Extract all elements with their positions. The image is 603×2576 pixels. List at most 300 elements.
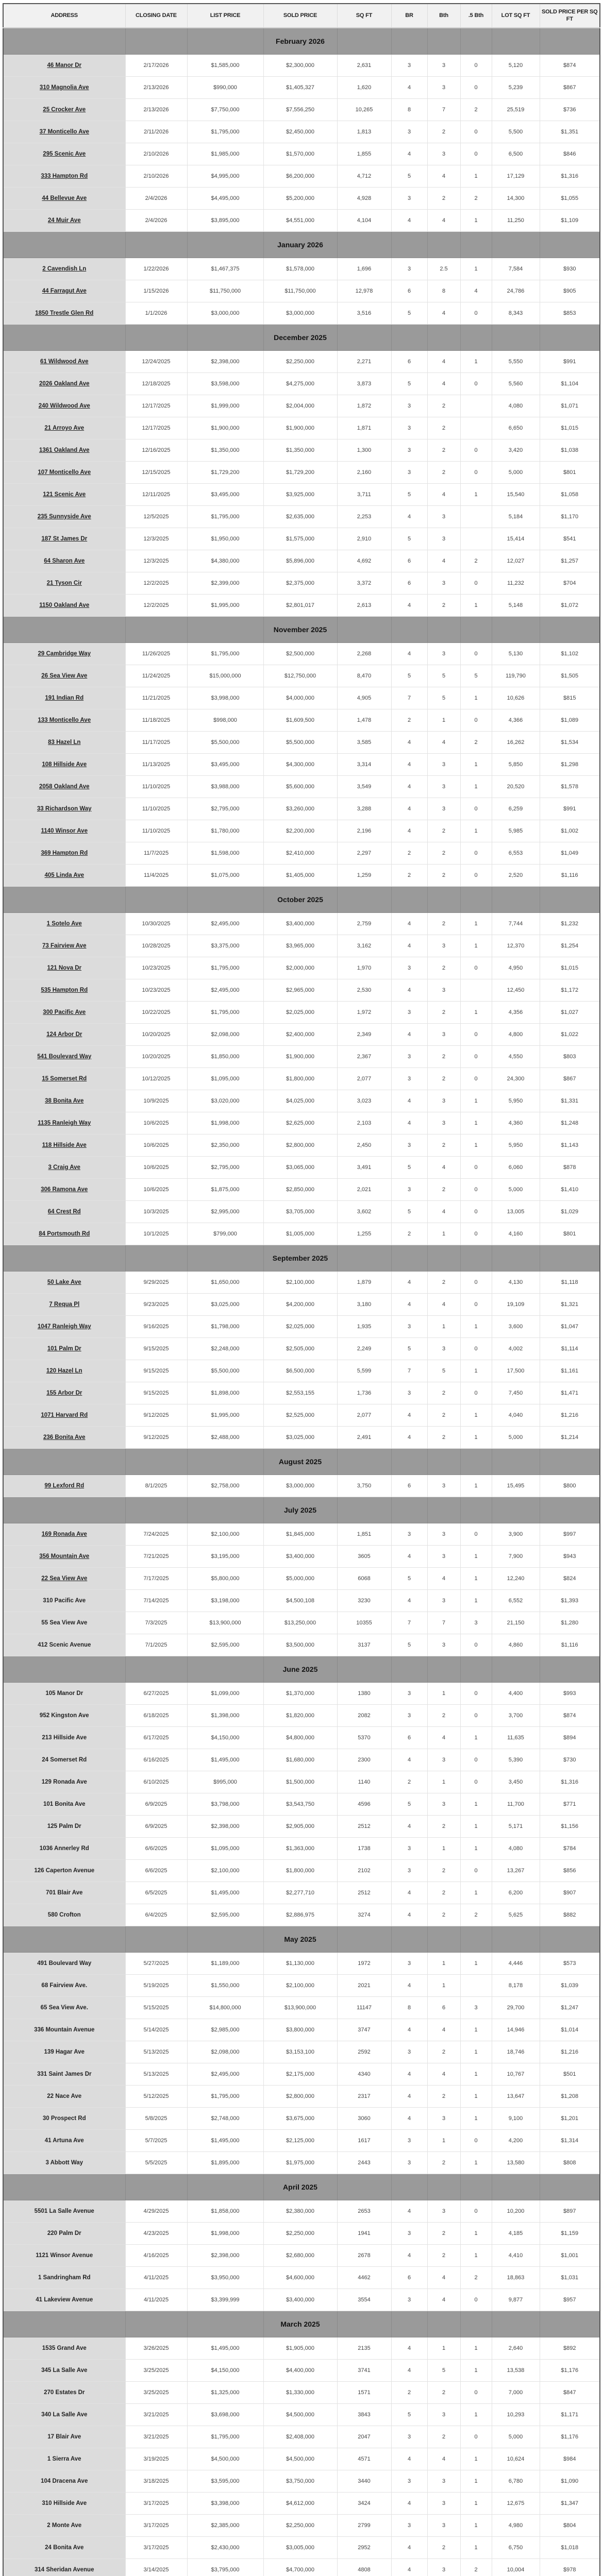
address-link[interactable]: 1140 Winsor Ave [41, 828, 88, 834]
address-link[interactable]: 1150 Oakland Ave [39, 602, 90, 608]
address-cell[interactable] [3, 373, 125, 395]
address-cell[interactable] [3, 1546, 125, 1568]
table-row [3, 280, 600, 302]
address-cell[interactable] [3, 1024, 125, 1046]
closing-date-cell: 10/9/2025 [125, 1090, 187, 1112]
sold-price-cell: $2,277,710 [263, 1882, 337, 1904]
address-cell [3, 1634, 125, 1656]
sold-price-cell: $1,820,000 [263, 1705, 337, 1727]
table-row [3, 1112, 600, 1134]
sold-price-cell: $1,905,000 [263, 2337, 337, 2360]
address-cell[interactable] [3, 550, 125, 572]
price-per-sq-ft-cell: $1,118 [540, 1272, 600, 1294]
half-baths-cell: 1 [460, 1134, 492, 1157]
price-per-sq-ft-cell: $1,201 [540, 2108, 600, 2130]
address-link[interactable]: 306 Ramona Ave [41, 1187, 88, 1193]
address-link[interactable]: 2058 Oakland Ave [39, 784, 90, 790]
half-baths-cell: 1 [460, 820, 492, 842]
price-per-sq-ft-cell: $1,316 [540, 1771, 600, 1793]
sq-ft-cell: 2,297 [337, 842, 391, 865]
sq-ft-cell: 1,259 [337, 865, 391, 887]
closing-date-cell: 6/10/2025 [125, 1771, 187, 1793]
table-row [3, 935, 600, 957]
sq-ft-cell: 2512 [337, 1882, 391, 1904]
month-label: November 2025 [263, 617, 337, 643]
bedrooms-cell: 3 [391, 1382, 427, 1404]
table-row [3, 121, 600, 143]
address-link[interactable]: 26 Sea View Ave [41, 673, 88, 679]
address-cell[interactable] [3, 1404, 125, 1427]
half-baths-cell: 0 [460, 957, 492, 979]
half-baths-cell [460, 1975, 492, 1997]
address-link[interactable]: 310 Magnolia Ave [39, 84, 89, 91]
address-cell[interactable] [3, 732, 125, 754]
address-cell[interactable] [3, 709, 125, 732]
half-baths-cell: 0 [460, 865, 492, 887]
table-row [3, 2223, 600, 2245]
month-row-cell [460, 2311, 492, 2337]
address-link[interactable]: 1850 Trestle Glen Rd [35, 310, 94, 316]
table-row [3, 55, 600, 77]
address-link[interactable]: 1135 Ranleigh Way [38, 1120, 91, 1126]
half-baths-cell: 0 [460, 1382, 492, 1404]
address-cell[interactable] [3, 99, 125, 121]
half-baths-cell: 2 [460, 2267, 492, 2289]
address-cell[interactable] [3, 1272, 125, 1294]
half-baths-cell: 0 [460, 1338, 492, 1360]
address-link[interactable]: 240 Wildwood Ave [38, 403, 90, 409]
address-link[interactable]: 61 Wildwood Ave [40, 359, 89, 365]
sold-price-cell: $7,556,250 [263, 99, 337, 121]
address-link[interactable]: 101 Palm Dr [47, 1346, 81, 1352]
address-link[interactable]: 356 Mountain Ave [39, 1553, 90, 1560]
half-baths-cell: 0 [460, 55, 492, 77]
sq-ft-cell: 1,620 [337, 77, 391, 99]
sq-ft-cell: 2,759 [337, 913, 391, 935]
list-price-cell: $1,795,000 [187, 506, 263, 528]
address-link[interactable]: 121 Nova Dr [47, 965, 81, 971]
address-cell[interactable] [3, 1523, 125, 1546]
sq-ft-cell: 3440 [337, 2470, 391, 2493]
bathrooms-cell: 2 [427, 1427, 460, 1449]
address-cell[interactable] [3, 439, 125, 462]
bathrooms-cell: 2 [427, 1860, 460, 1882]
closing-date-cell: 10/28/2025 [125, 935, 187, 957]
address-cell[interactable] [3, 1090, 125, 1112]
address-cell[interactable] [3, 1223, 125, 1245]
bedrooms-cell: 3 [391, 1179, 427, 1201]
address-link[interactable]: 22 Sea View Ave [41, 1575, 88, 1582]
bedrooms-cell: 8 [391, 1997, 427, 2019]
half-baths-cell: 1 [460, 2448, 492, 2470]
closing-date-cell: 10/3/2025 [125, 1201, 187, 1223]
address-cell[interactable] [3, 188, 125, 210]
table-row [3, 1816, 600, 1838]
address-link[interactable]: 124 Arbor Dr [46, 1031, 82, 1038]
bedrooms-cell: 2 [391, 865, 427, 887]
list-price-cell: $1,895,000 [187, 2152, 263, 2174]
list-price-cell: $3,000,000 [187, 302, 263, 325]
address-cell[interactable] [3, 957, 125, 979]
address-cell[interactable] [3, 754, 125, 776]
lot-sq-ft-cell: 4,410 [492, 2245, 540, 2267]
address-cell[interactable] [3, 1068, 125, 1090]
bedrooms-cell: 4 [391, 210, 427, 232]
bedrooms-cell: 2 [391, 709, 427, 732]
lot-sq-ft-cell: 12,240 [492, 1568, 540, 1590]
address-cell[interactable] [3, 1046, 125, 1068]
price-per-sq-ft-cell: $1,176 [540, 2360, 600, 2382]
address-cell[interactable] [3, 351, 125, 373]
address-text: 1121 Winsor Avenue [36, 2252, 93, 2259]
closing-date-cell: 10/23/2025 [125, 979, 187, 1002]
sold-price-cell: $4,500,108 [263, 1590, 337, 1612]
address-link[interactable]: 295 Scenic Ave [43, 151, 86, 157]
address-cell[interactable] [3, 210, 125, 232]
address-cell[interactable] [3, 865, 125, 887]
address-cell[interactable] [3, 506, 125, 528]
bedrooms-cell: 3 [391, 395, 427, 417]
table-row [3, 373, 600, 395]
address-cell[interactable] [3, 842, 125, 865]
bedrooms-cell: 3 [391, 2152, 427, 2174]
address-cell[interactable] [3, 1134, 125, 1157]
lot-sq-ft-cell: 21,150 [492, 1612, 540, 1634]
bedrooms-cell: 6 [391, 351, 427, 373]
closing-date-cell: 12/24/2025 [125, 351, 187, 373]
price-per-sq-ft-cell: $894 [540, 1727, 600, 1749]
address-link[interactable]: 21 Arroyo Ave [44, 425, 85, 431]
sold-price-cell: $2,525,000 [263, 1404, 337, 1427]
sq-ft-cell: 3,180 [337, 1294, 391, 1316]
address-link[interactable]: 44 Farragut Ave [42, 288, 87, 294]
address-link[interactable]: 155 Arbor Dr [46, 1390, 82, 1396]
address-link[interactable]: 405 Linda Ave [44, 872, 84, 878]
lot-sq-ft-cell: 11,635 [492, 1727, 540, 1749]
list-price-cell: $4,380,000 [187, 550, 263, 572]
sq-ft-cell: 1,696 [337, 258, 391, 280]
address-text: 139 Hagar Ave [44, 2049, 85, 2055]
lot-sq-ft-cell: 5,000 [492, 2426, 540, 2448]
address-cell[interactable] [3, 1002, 125, 1024]
list-price-cell: $1,398,000 [187, 1705, 263, 1727]
month-row-cell [3, 1497, 125, 1523]
table-row [3, 2063, 600, 2086]
half-baths-cell: 1 [460, 1404, 492, 1427]
address-cell[interactable] [3, 1201, 125, 1223]
address-link[interactable]: 333 Hampton Rd [41, 173, 88, 179]
price-per-sq-ft-cell: $1,254 [540, 935, 600, 957]
sq-ft-cell: 3,549 [337, 776, 391, 798]
address-cell[interactable] [3, 1338, 125, 1360]
address-link[interactable]: 44 Bellevue Ave [42, 195, 87, 201]
table-row [3, 1683, 600, 1705]
list-price-cell: $1,095,000 [187, 1068, 263, 1090]
bedrooms-cell: 4 [391, 2019, 427, 2041]
month-row-cell [337, 28, 391, 55]
sq-ft-cell: 10,265 [337, 99, 391, 121]
address-cell[interactable] [3, 643, 125, 665]
address-link[interactable]: 7 Requa Pl [49, 1301, 80, 1308]
address-link[interactable]: 38 Bonita Ave [45, 1098, 84, 1104]
month-row-cell [3, 2311, 125, 2337]
month-row-cell [187, 28, 263, 55]
month-row-cell [337, 232, 391, 258]
month-row-cell [391, 617, 427, 643]
address-cell[interactable] [3, 462, 125, 484]
sq-ft-cell: 2,631 [337, 55, 391, 77]
price-per-sq-ft-cell: $1,089 [540, 709, 600, 732]
address-link[interactable]: 187 St James Dr [41, 536, 88, 542]
address-link[interactable]: 1361 Oakland Ave [39, 447, 90, 453]
address-cell[interactable] [3, 595, 125, 617]
address-cell[interactable] [3, 1475, 125, 1497]
bedrooms-cell: 3 [391, 1068, 427, 1090]
bedrooms-cell: 4 [391, 935, 427, 957]
list-price-cell: $2,795,000 [187, 1157, 263, 1179]
price-per-sq-ft-cell: $804 [540, 2515, 600, 2537]
address-cell[interactable] [3, 1112, 125, 1134]
bathrooms-cell: 3 [427, 55, 460, 77]
address-link[interactable]: 2026 Oakland Ave [39, 381, 90, 387]
sq-ft-cell: 2,450 [337, 1134, 391, 1157]
address-cell[interactable] [3, 935, 125, 957]
table-row [3, 1024, 600, 1046]
month-row-cell [492, 325, 540, 351]
price-per-sq-ft-cell: $573 [540, 1953, 600, 1975]
address-link[interactable]: 108 Hillside Ave [42, 761, 87, 768]
closing-date-cell: 11/17/2025 [125, 732, 187, 754]
bathrooms-cell: 2 [427, 1904, 460, 1926]
bedrooms-cell: 3 [391, 1705, 427, 1727]
lot-sq-ft-cell: 13,538 [492, 2360, 540, 2382]
half-baths-cell: 1 [460, 595, 492, 617]
closing-date-cell: 2/17/2026 [125, 55, 187, 77]
month-row-cell [427, 325, 460, 351]
sq-ft-cell: 3,516 [337, 302, 391, 325]
address-link[interactable]: 15 Somerset Rd [42, 1076, 87, 1082]
col-header-bth: Bth [427, 4, 460, 28]
list-price-cell: $990,000 [187, 77, 263, 99]
address-cell[interactable] [3, 395, 125, 417]
closing-date-cell: 11/18/2025 [125, 709, 187, 732]
table-row [3, 439, 600, 462]
month-row-cell [492, 1926, 540, 1953]
address-cell[interactable] [3, 528, 125, 550]
address-link[interactable]: 73 Fairview Ave [42, 943, 87, 949]
month-row-cell [460, 2174, 492, 2200]
table-row [3, 550, 600, 572]
lot-sq-ft-cell: 4,800 [492, 1024, 540, 1046]
closing-date-cell: 3/26/2025 [125, 2337, 187, 2360]
address-link[interactable]: 169 Ronada Ave [41, 1531, 87, 1537]
address-link[interactable]: 3 Craig Ave [48, 1164, 80, 1171]
price-per-sq-ft-cell: $1,109 [540, 210, 600, 232]
address-link[interactable]: 120 Hazel Ln [46, 1368, 82, 1374]
list-price-cell: $1,795,000 [187, 121, 263, 143]
closing-date-cell: 3/19/2025 [125, 2448, 187, 2470]
bathrooms-cell: 3 [427, 1749, 460, 1771]
address-cell[interactable] [3, 1568, 125, 1590]
address-cell[interactable] [3, 121, 125, 143]
address-link[interactable]: 29 Cambridge Way [38, 651, 91, 657]
address-cell[interactable] [3, 798, 125, 820]
price-per-sq-ft-cell: $1,027 [540, 1002, 600, 1024]
address-text: 952 Kingston Ave [39, 1713, 89, 1719]
address-cell[interactable] [3, 258, 125, 280]
month-label: June 2025 [263, 1656, 337, 1683]
bedrooms-cell: 3 [391, 258, 427, 280]
address-text: 5501 La Salle Avenue [34, 2208, 94, 2214]
closing-date-cell: 12/3/2025 [125, 550, 187, 572]
address-link[interactable]: 236 Bonita Ave [43, 1434, 86, 1440]
sq-ft-cell: 4,712 [337, 165, 391, 188]
sold-price-cell: $1,680,000 [263, 1749, 337, 1771]
sold-price-cell: $3,025,000 [263, 1427, 337, 1449]
address-cell[interactable] [3, 55, 125, 77]
address-link[interactable]: 541 Boulevard Way [37, 1054, 92, 1060]
half-baths-cell: 0 [460, 439, 492, 462]
address-cell[interactable] [3, 417, 125, 439]
address-link[interactable]: 25 Crocker Ave [43, 107, 86, 113]
price-per-sq-ft-cell: $1,316 [540, 165, 600, 188]
lot-sq-ft-cell: 5,950 [492, 1090, 540, 1112]
address-cell[interactable] [3, 1360, 125, 1382]
address-cell [3, 1953, 125, 1975]
address-cell[interactable] [3, 77, 125, 99]
closing-date-cell: 9/15/2025 [125, 1360, 187, 1382]
bedrooms-cell: 4 [391, 820, 427, 842]
table-row [3, 2515, 600, 2537]
address-link[interactable]: 33 Richardson Way [37, 806, 92, 812]
address-link[interactable]: 46 Manor Dr [47, 62, 81, 69]
address-cell [3, 1612, 125, 1634]
address-link[interactable]: 107 Monticello Ave [38, 469, 91, 476]
month-row-cell [460, 325, 492, 351]
address-text: 345 La Salle Ave [41, 2367, 88, 2374]
half-baths-cell [460, 506, 492, 528]
sold-price-cell: $2,800,000 [263, 1134, 337, 1157]
month-row-cell [391, 1497, 427, 1523]
table-row [3, 1382, 600, 1404]
address-link[interactable]: 300 Pacific Ave [43, 1009, 86, 1015]
address-link[interactable]: 191 Indian Rd [45, 695, 84, 701]
address-cell[interactable] [3, 776, 125, 798]
table-row [3, 1705, 600, 1727]
price-per-sq-ft-cell: $1,116 [540, 1634, 600, 1656]
bedrooms-cell: 4 [391, 143, 427, 165]
address-link[interactable]: 84 Portsmouth Rd [39, 1231, 90, 1237]
half-baths-cell: 0 [460, 709, 492, 732]
sold-price-cell: $5,896,000 [263, 550, 337, 572]
bedrooms-cell: 3 [391, 1046, 427, 1068]
address-link[interactable]: 21 Tyson Cir [46, 580, 82, 586]
address-link[interactable]: 99 Lexford Rd [44, 1483, 85, 1489]
address-text: 126 Caperton Avenue [34, 1868, 95, 1874]
address-link[interactable]: 1047 Ranleigh Way [37, 1324, 91, 1330]
address-link[interactable]: 24 Muir Ave [47, 217, 81, 224]
closing-date-cell: 12/11/2025 [125, 484, 187, 506]
address-cell[interactable] [3, 1316, 125, 1338]
address-cell[interactable] [3, 687, 125, 709]
address-link[interactable]: 37 Monticello Ave [39, 129, 89, 135]
lot-sq-ft-cell: 25,519 [492, 99, 540, 121]
address-link[interactable]: 133 Monticello Ave [38, 717, 91, 723]
lot-sq-ft-cell: 7,900 [492, 1546, 540, 1568]
list-price-cell: $1,995,000 [187, 1404, 263, 1427]
address-cell[interactable] [3, 665, 125, 687]
address-cell[interactable] [3, 1427, 125, 1449]
address-link[interactable]: 83 Hazel Ln [48, 739, 81, 745]
bathrooms-cell: 2 [427, 395, 460, 417]
address-cell[interactable] [3, 572, 125, 595]
table-row [3, 1157, 600, 1179]
price-per-sq-ft-cell: $1,505 [540, 665, 600, 687]
half-baths-cell: 1 [460, 484, 492, 506]
address-cell[interactable] [3, 913, 125, 935]
half-baths-cell: 1 [460, 1838, 492, 1860]
month-row-cell [540, 232, 600, 258]
price-per-sq-ft-cell: $878 [540, 1157, 600, 1179]
price-per-sq-ft-cell: $1,280 [540, 1612, 600, 1634]
address-link[interactable]: 64 Crest Rd [47, 1209, 81, 1215]
address-cell[interactable] [3, 1179, 125, 1201]
lot-sq-ft-cell: 12,675 [492, 2493, 540, 2515]
address-text: 55 Sea View Ave [41, 1620, 88, 1626]
half-baths-cell: 0 [460, 1046, 492, 1068]
closing-date-cell: 6/18/2025 [125, 1705, 187, 1727]
address-cell [3, 2426, 125, 2448]
address-cell[interactable] [3, 165, 125, 188]
address-cell[interactable] [3, 820, 125, 842]
address-cell[interactable] [3, 280, 125, 302]
address-link[interactable]: 121 Scenic Ave [43, 492, 86, 498]
closing-date-cell: 11/24/2025 [125, 665, 187, 687]
sold-price-cell: $4,700,000 [263, 2559, 337, 2576]
address-cell[interactable] [3, 143, 125, 165]
bathrooms-cell: 1 [427, 1838, 460, 1860]
bathrooms-cell: 1 [427, 2337, 460, 2360]
sold-price-cell: $4,400,000 [263, 2360, 337, 2382]
address-text: 24 Bonita Ave [45, 2545, 84, 2551]
address-link[interactable]: 2 Cavendish Ln [42, 266, 87, 272]
address-link[interactable]: 1 Sotelo Ave [46, 921, 82, 927]
sq-ft-cell: 2,367 [337, 1046, 391, 1068]
address-link[interactable]: 369 Hampton Rd [41, 850, 88, 856]
address-link[interactable]: 118 Hillside Ave [42, 1142, 87, 1148]
lot-sq-ft-cell: 10,293 [492, 2404, 540, 2426]
col-header-sq-ft: SQ FT [337, 4, 391, 28]
address-cell[interactable] [3, 1157, 125, 1179]
address-cell[interactable] [3, 1294, 125, 1316]
address-link[interactable]: 235 Sunnyside Ave [37, 514, 91, 520]
address-link[interactable]: 50 Lake Ave [47, 1279, 81, 1285]
sq-ft-cell: 2317 [337, 2086, 391, 2108]
address-cell[interactable] [3, 1382, 125, 1404]
address-cell[interactable] [3, 302, 125, 325]
address-link[interactable]: 64 Sharon Ave [44, 558, 85, 564]
address-link[interactable]: 1071 Harvard Rd [41, 1412, 88, 1418]
address-cell[interactable] [3, 484, 125, 506]
address-link[interactable]: 535 Hampton Rd [41, 987, 88, 993]
address-cell[interactable] [3, 979, 125, 1002]
address-text: 340 La Salle Ave [41, 2412, 88, 2418]
bathrooms-cell: 1 [427, 1683, 460, 1705]
closing-date-cell: 11/13/2025 [125, 754, 187, 776]
closing-date-cell: 10/23/2025 [125, 957, 187, 979]
bathrooms-cell: 3 [427, 2470, 460, 2493]
month-group-row [3, 617, 600, 643]
